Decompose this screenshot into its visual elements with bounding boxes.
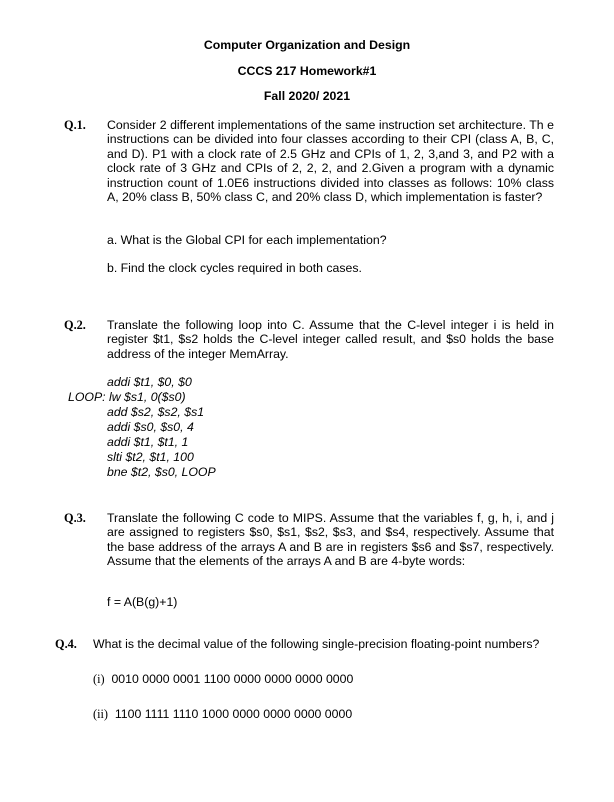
q1-text: Consider 2 different implementations of the same instruction set architecture. Th e instructions can be divided into four classes according to their CPI (class A, B, C, and D). P1 with a clock rate of 2.5 GHz and CPIs of 1, 2, 3,and 3, and P2 with a clock rate of 3 GHz and CPIs of 2, 2, 2, and 2.Given a program with a dynamic instruction count of 1.0E6 instructions divided into classes as follows: 10% class A, 20% class B, 50% class C, and 20% class D, which implementation is faster? bbox=[107, 118, 554, 205]
q4-item-value: 0010 0000 0001 1100 0000 0000 0000 0000 bbox=[111, 672, 354, 686]
q4-item-label: (ii) bbox=[93, 707, 109, 721]
code-line: slti $t2, $t1, 100 bbox=[107, 450, 194, 464]
homework-title: CCCS 217 Homework#1 bbox=[237, 64, 377, 78]
q4-item-value: 1100 1111 1110 1000 0000 0000 0000 0000 bbox=[114, 707, 353, 721]
q1-part-b: b. Find the clock cycles required in both cases. bbox=[107, 261, 362, 275]
q3-number: Q.3. bbox=[64, 511, 86, 525]
term-label: Fall 2020/ 2021 bbox=[263, 89, 351, 103]
code-line: add $s2, $s2, $s1 bbox=[107, 405, 205, 419]
q4-text: What is the decimal value of the following single-precision floating-point numbers? bbox=[93, 637, 540, 651]
code-line: LOOP: lw $s1, 0($s0) bbox=[68, 390, 186, 404]
code-line: addi $t1, $t1, 1 bbox=[107, 435, 189, 449]
code-line: bne $t2, $s0, LOOP bbox=[107, 465, 216, 479]
course-title: Computer Organization and Design bbox=[203, 38, 411, 52]
q1-part-a: a. What is the Global CPI for each implementation? bbox=[107, 233, 387, 247]
code-line: addi $t1, $0, $0 bbox=[107, 375, 192, 389]
q3-text: Translate the following C code to MIPS. Assume that the variables f, g, h, i, and j are assigned to registers $s0, $s1, $s2, $s3, and $s4, respectively. Assume that the base address of the arrays A and B are in registers $s6 and $s7, respectively. Assume that the elements of the arrays A and B are 4-byte words: bbox=[107, 511, 554, 569]
q4-item bbox=[93, 672, 353, 687]
q2-number: Q.2. bbox=[64, 318, 86, 332]
q4-number: Q.4. bbox=[55, 637, 77, 651]
q4-item bbox=[93, 707, 352, 722]
q3-expression: f = A(B(g)+1) bbox=[107, 595, 178, 609]
code-line: addi $s0, $s0, 4 bbox=[107, 420, 194, 434]
q1-number: Q.1. bbox=[64, 118, 86, 132]
q2-text: Translate the following loop into C. Assume that the C-level integer i is held in register $t1, $s2 holds the C-level integer called result, and $s0 holds the base address of the integer MemArray. bbox=[107, 318, 554, 361]
q4-item-label: (i) bbox=[93, 672, 105, 686]
